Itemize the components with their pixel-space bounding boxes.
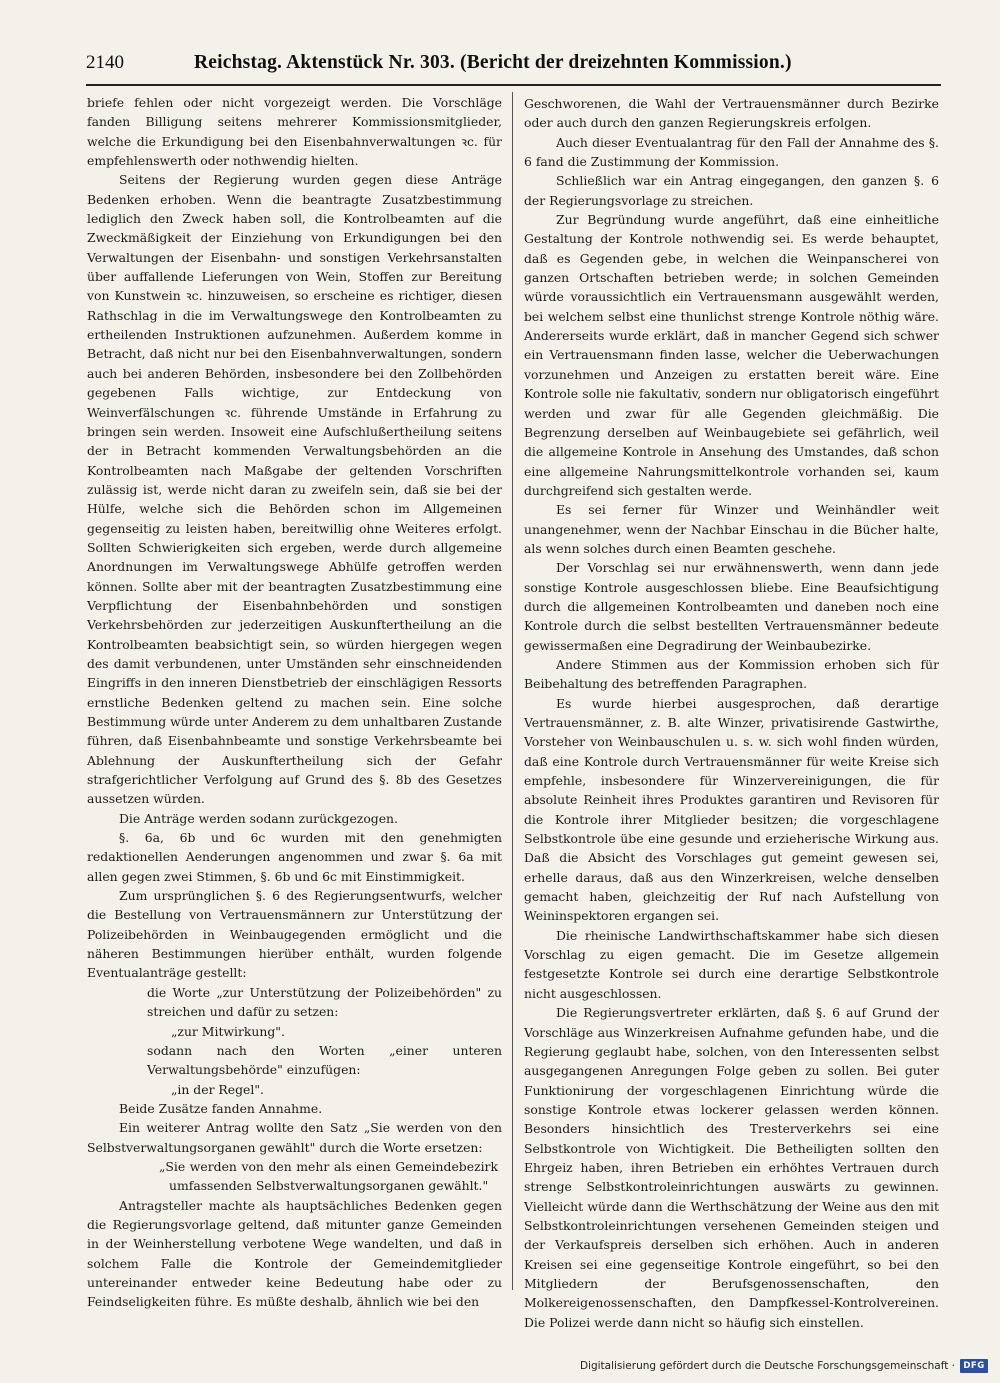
paragraph: briefe fehlen oder nicht vorgezeigt werden. Die Vorschläge fanden Billigung seitens mehrerer Kommissionsmitglieder, welche die Erkundigung bei den Eisenbahnverwaltungen ꝛc. für empfehlenswerth oder nothwendig hielten. [87,95,502,169]
footer-credit: Digitalisierung gefördert durch die Deutsche Forschungsgemeinschaft · [579,1360,955,1372]
running-title: Reichstag. Aktenstück Nr. 303. (Bericht der dreizehnten Kommission.) [194,52,792,73]
digitization-footer [580,1356,988,1376]
paragraph: Die Anträge werden sodann zurückgezogen. [119,810,398,826]
left-column [87,93,502,1312]
column-divider [512,92,513,1290]
paragraph: Ein weiterer Antrag wollte den Satz „Sie werden von den Selbstverwaltungsorganen gewählt" durch die Worte ersetzen: [87,1120,502,1155]
paragraph: §. 6a, 6b und 6c wurden mit den genehmigten redaktionellen Aenderungen angenommen und zwar §. 6a mit allen gegen zwei Stimmen, §. 6b und 6c mit Einstimmigkeit. [87,830,502,884]
paragraph: Auch dieser Eventualantrag für den Fall der Annahme des §. 6 fand die Zustimmung der Kommission. [524,134,939,170]
paragraph: Schließlich war ein Antrag eingegangen, den ganzen §. 6 der Regierungsvorlage zu streichen. [524,173,939,208]
paragraph: Zum ursprünglichen §. 6 des Regierungsentwurfs, welcher die Bestellung von Vertrauensmännern zur Unterstützung der Polizeibehörden in Weinbaugegenden ermöglicht und die näheren Bestimmungen hierüber enthält, wurden folgende Eventualanträge gestellt: [87,888,502,981]
paragraph: Andere Stimmen aus der Kommission erhoben sich für Beibehaltung des betreffenden Paragraphen. [524,656,939,692]
paragraph: Die rheinische Landwirthschaftskammer habe sich diesen Vorschlag zu eigen gemacht. Die im Gesetze allgemein festgesetzte Kontrole sei durch eine derartige Selbstkontrole nicht ausgeschlossen. [524,927,939,1001]
right-column [524,94,939,1332]
paragraph: Die Regierungsvertreter erklärten, daß §. 6 auf Grund der Vorschläge aus Winzerkreisen Aufnahme gefunden habe, und die Regierung geglaubt habe, solchen, von den Interessenten selbst ausgegangenen Anregungen Folge geben zu sollen. Bei guter Funktionirung der vorgeschlagenen Einrichtung würde die sonstige Kontrole etwas lockerer gelassen werden können. Besonders hinsichtlich des Tresterverkehrs sei eine Selbstkontrole von Wichtigkeit. Die Betheiligten sollten den Ehrgeiz haben, ihren Betrieben ein erhöhtes Vertrauen durch strenge Selbstkontroleinrichtungen auswärts zu gewinnen. Vielleicht würde dann die Werthschätzung der Weine aus den mit Selbstkontroleinrichtungen versehenen Gemeinden steigen und der Verkaufspreis derselben sich erhöhen. Auch in anderen Kreisen sei eine gegenseitige Kontrole eingeführt, so bei den Mitgliedern der Berufsgenossenschaften, den Molkereigenossenschaften, den Dampfkessel-Kontrolvereinen. Die Polizei werde dann nicht so häufig sich einstellen. [524,1005,939,1330]
paragraph: Beide Zusätze fanden Annahme. [119,1100,323,1116]
paragraph: die Worte „zur Unterstützung der Polizeibehörden" zu streichen und dafür zu setzen: [147,984,502,1020]
paragraph: Antragsteller machte als hauptsächliches Bedenken gegen die Regierungsvorlage geltend, daß mitunter ganze Gemeinden in der Weinherstellung verbotene Wege wandelten, und daß in solchem Falle die Kontrole der Gemeindemitglieder untereinander entweder keine Bedeutung habe oder zu Feindseligkeiten führe. Es müßte deshalb, ähnlich wie bei den [87,1197,502,1310]
paragraph: Es wurde hierbei ausgesprochen, daß derartige Vertrauensmänner, z. B. alte Winzer, privatisirende Gastwirthe, Vorsteher von Weinbauschulen u. s. w. sich wohl finden würden, daß eine Kontrole durch Vertrauensmänner für weite Kreise sich empfehle, insbesondere für Winzervereinigungen, die für absolute Reinheit ihres Produktes garantiren und Revisoren für die Kontrole ihrer Mitglieder besitzen; die vorgeschlagene Selbstkontrole übe eine gesunde und erzieherische Wirkung aus. Daß die Absicht des Vorschlages gut gemeint gewesen sei, erhelle daraus, daß aus den Winzerkreisen, welche denselben gemacht haben, gleichzeitig der Ruf nach Aufstellung von Weininspektoren ergangen sei. [524,695,939,924]
page-header [86,46,941,80]
paragraph: „Sie werden von den mehr als einen Gemeindebezirk umfassenden Selbstverwaltungsorganen gewählt." [159,1158,498,1194]
paragraph: „in der Regel". [171,1081,264,1097]
page-number: 2140 [86,52,124,73]
paragraph: Zur Begründung wurde angeführt, daß eine einheitliche Gestaltung der Kontrole nothwendig sei. Es werde behauptet, daß es Gegenden gebe, in welchen die Weinpanscherei von ganzen Ortschaften betrieben werde; in solchen Gemeinden würde voraussichtlich ein Vertrauensmann ausgewählt werden, bei welchem selbst eine thunlichst strenge Kontrole nöthig wäre. Andererseits wurde erklärt, daß in mancher Gegend sich schwer ein Vertrauensmann finden lasse, welcher die Ueberwachungen vorzunehmen und Anzeigen zu erstatten bereit wäre. Eine Kontrole solle nie fakultativ, sondern nur obligatorisch eingeführt werden und zwar für alle Gegenden gleichmäßig. Die Begrenzung derselben auf Weinbaugebiete sei gefährlich, weil die allgemeine Kontrole in Ansehung des Umstandes, daß schon eine allgemeine Nahrungsmittelkontrole vorhanden sei, kaum durchgreifend sich gestalten werde. [524,212,939,498]
paragraph: Es sei ferner für Winzer und Weinhändler weit unangenehmer, wenn der Nachbar Einschau in die Bücher halte, als wenn solches durch einen Beamten geschehe. [524,502,939,556]
dfg-logo-icon: DFG [960,1359,988,1373]
paragraph: Der Vorschlag sei nur erwähnenswerth, wenn dann jede sonstige Kontrole ausgeschlossen bliebe. Eine Beaufsichtigung durch die allgemeinen Kontrolbeamten und daneben noch eine Kontrole durch die selbst bestellten Vertrauensmänner bedeute gewissermaßen eine Degradirung der Weinbaubezirke. [524,560,939,653]
paragraph: Seitens der Regierung wurden gegen diese Anträge Bedenken erhoben. Wenn die beantragte Zusatzbestimmung lediglich den Zweck haben soll, die Kontrolbeamten auf die Zweckmäßigkeit der Einziehung von Erkundigungen bei den Verwaltungen der Eisenbahn- und sonstigen Verkehrsanstalten über auffallende Lieferungen von Wein, Stoffen zur Bereitung von Kunstwein ꝛc. hinzuweisen, so erscheine es richtiger, diesen Rathschlag in die im Verwaltungswege den Kontrolbeamten zu ertheilenden Instruktionen aufzunehmen. Außerdem komme in Betracht, daß nicht nur bei den Eisenbahnverwaltungen, sondern auch bei anderen Behörden, insbesondere bei den Zollbehörden gegebenen Falls wichtige, zur Entdeckung von Weinverfälschungen ꝛc. führende Umstände in Erfahrung zu bringen sein werden. Insoweit eine Aufschlußertheilung seitens der in Betracht kommenden Verwaltungsbehörden an die Kontrolbeamten nach Maßgabe der geltenden Vorschriften zulässig ist, werde nicht daran zu zweifeln sein, daß sie bei der Hülfe, welche sich die Behörden schon im Allgemeinen gegenseitig zu leisten haben, bereitwillig ohne Weiteres erfolgt. Sollten Schwierigkeiten sich ergeben, werde durch allgemeine Anordnungen im Verwaltungswege Abhülfe getroffen werden können. Sollte aber mit der beantragten Zusatzbestimmung eine Verpflichtung der Eisenbahnbehörden und sonstigen Verkehrsbehörden zur jederzeitigen Auskunftertheilung an die Kontrolbeamten beabsichtigt sein, so würden hiergegen wegen des damit verbundenen, unter Umständen sehr einschneidenden Eingriffs in den inneren Dienstbetrieb der einschlägigen Ressorts ernstliche Bedenken geltend zu machen sein. Eine solche Bestimmung würde unter Anderem zu dem unhaltbaren Zustande führen, daß Eisenbahnbeamte und sonstige Verkehrsbeamte bei Ablehnung der Auskunftertheilung sich der Gefahr strafgerichtlicher Verfolgung auf Grund des §. 8b des Gesetzes aussetzen würden. [87,172,502,807]
paragraph: sodann nach den Worten „einer unteren Verwaltungsbehörde" einzufügen: [147,1042,502,1078]
paragraph: „zur Mitwirkung". [171,1023,285,1039]
paragraph: Geschworenen, die Wahl der Vertrauensmänner durch Bezirke oder auch durch den ganzen Regierungskreis erfolgen. [524,96,939,131]
header-rule [86,84,941,86]
